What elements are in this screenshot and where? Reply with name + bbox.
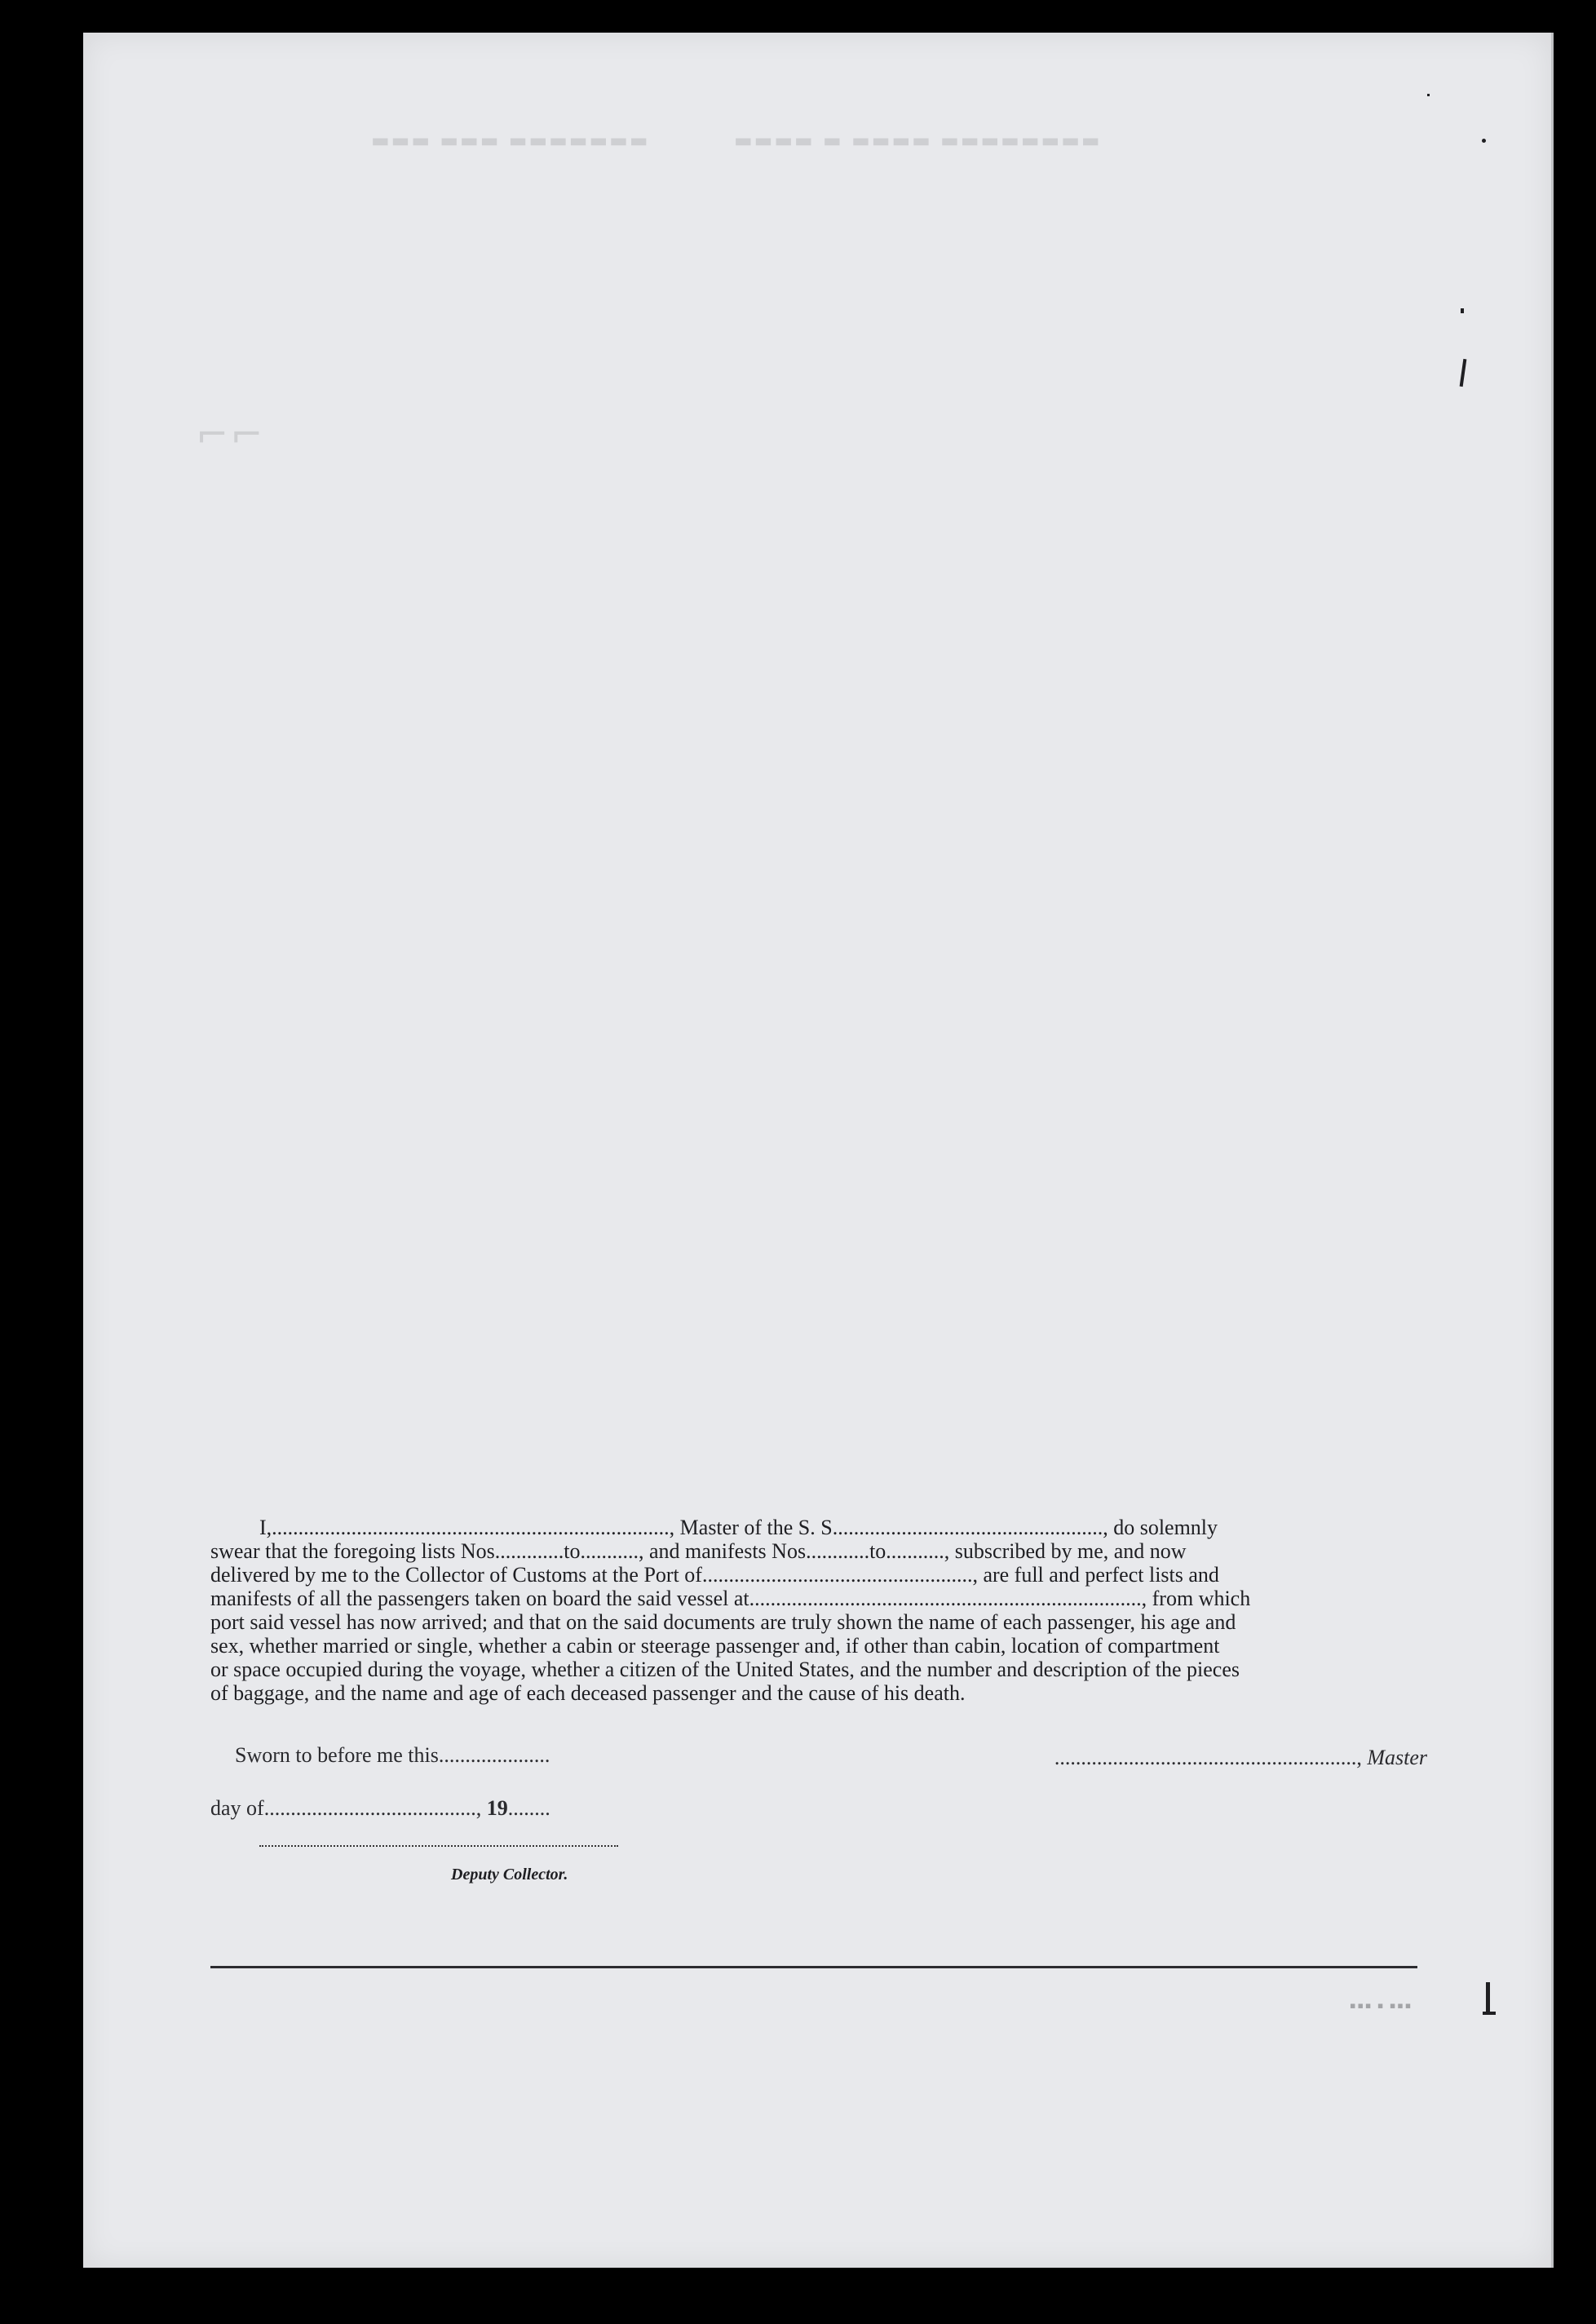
oath-line: sex, whether married or single, whether a cabin or steerage passenger and, if other than cabin, location of compartment [210, 1634, 1220, 1658]
year-label: 19 [486, 1796, 508, 1820]
deputy-collector-label: Deputy Collector. [451, 1866, 568, 1884]
bleed-through-mark: ⌐⌐ [196, 412, 265, 458]
year-blank: ........ [507, 1796, 550, 1820]
margin-mark [1482, 139, 1486, 143]
margin-mark [1461, 308, 1464, 313]
oath-line: manifests of all the passengers taken on board the said vessel at.........................................................................., from which [210, 1587, 1251, 1610]
bottom-rule [210, 1966, 1417, 1968]
page-edge [1551, 33, 1554, 2268]
manifest-page [83, 33, 1551, 2268]
master-signature-line: ........................................................., [1054, 1746, 1362, 1769]
bleed-through-text-right: ▬▬▬▬ ▬ ▬▬▬▬ ▬▬▬▬▬▬▬▬ [734, 129, 1102, 152]
oath-paragraph [210, 1516, 1426, 1705]
printer-imprint-mark: ▪▪▪ ▪ ▪▪▪ [1350, 2000, 1413, 2011]
sworn-label: Sworn to before me this..................... [235, 1743, 550, 1767]
master-signature [922, 1746, 1427, 1770]
oath-line: port said vessel has now arrived; and that on the said documents are truly shown the name of each passenger, his age and [210, 1610, 1236, 1634]
oath-line: of baggage, and the name and age of each deceased passenger and the cause of his death. [210, 1681, 966, 1705]
margin-mark [1483, 2012, 1496, 2015]
day-of-line [210, 1796, 550, 1821]
master-role-label: Master [1367, 1746, 1427, 1769]
oath-line: or space occupied during the voyage, whether a citizen of the United States, and the number and description of the pieces [210, 1658, 1240, 1681]
day-of-label: day of........................................, [210, 1796, 482, 1820]
bleed-through-text-left: ▬▬▬ ▬▬▬ ▬▬▬▬▬▬▬ [371, 129, 650, 152]
oath-line: I,..........................................................................., Master of the S. S..................................................., do solemnly [259, 1516, 1218, 1539]
deputy-signature-line [259, 1845, 618, 1847]
oath-line: swear that the foregoing lists Nos.............to..........., and manifests Nos............to..........., subscribed by me, and now [210, 1539, 1187, 1563]
oath-line: delivered by me to the Collector of Customs at the Port of..................................................., are full and perfect lists and [210, 1563, 1219, 1587]
margin-mark [1427, 94, 1430, 96]
margin-mark [1486, 1982, 1490, 2015]
